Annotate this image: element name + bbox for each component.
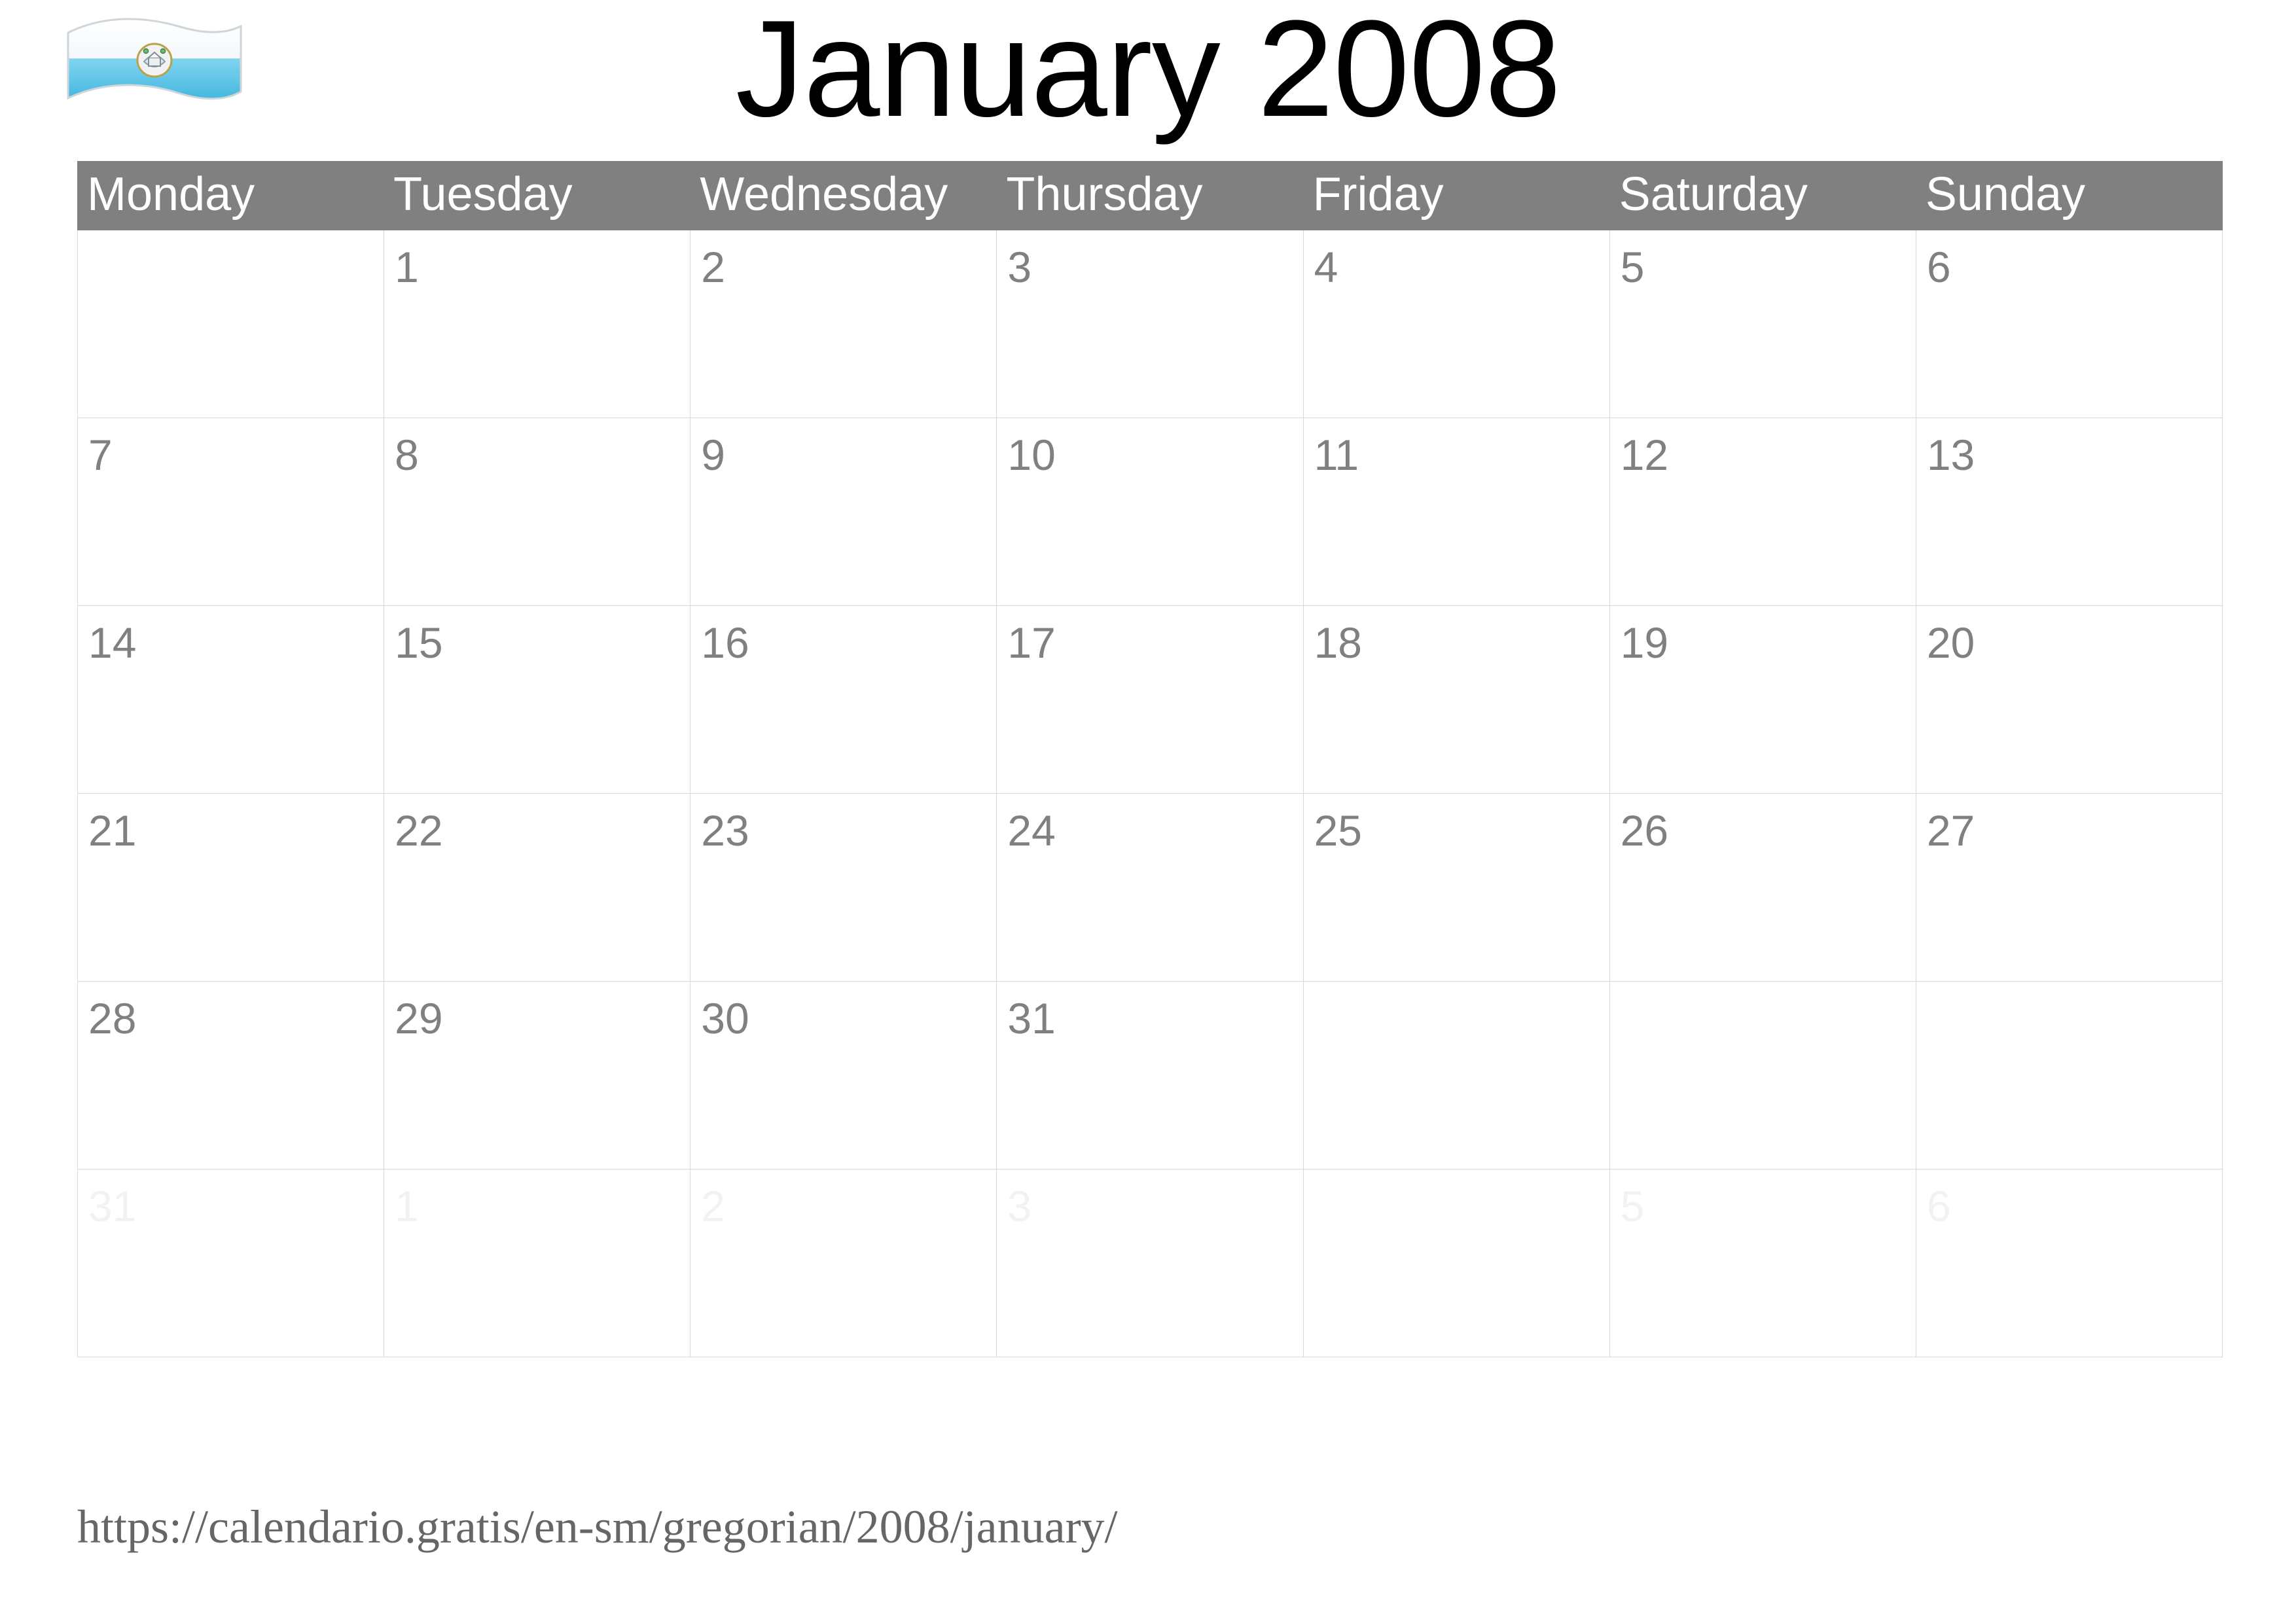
calendar-day-cell[interactable] [1609, 982, 1916, 1169]
calendar-week-row [78, 230, 2223, 418]
source-url[interactable]: https://calendario.gratis/en-sm/gregorian/2008/january/ [77, 1501, 1118, 1553]
calendar-day-cell[interactable] [78, 1169, 384, 1357]
calendar-day-cell[interactable] [691, 1169, 997, 1357]
day-number: 1 [395, 243, 419, 291]
calendar-day-cell[interactable] [691, 230, 997, 418]
day-number: 30 [701, 994, 749, 1043]
weekday-header-monday: Monday [78, 162, 384, 230]
calendar-day-cell[interactable] [1916, 1169, 2222, 1357]
day-number: 19 [1620, 618, 1669, 667]
day-number: 5 [1620, 243, 1645, 291]
calendar-day-cell[interactable] [1916, 418, 2222, 606]
calendar-day-cell[interactable] [1609, 794, 1916, 982]
day-number: 8 [395, 431, 419, 479]
day-number: 31 [88, 1182, 137, 1230]
day-number: 2 [701, 243, 725, 291]
day-number: 24 [1007, 806, 1056, 855]
day-number: 10 [1007, 431, 1056, 479]
day-number: 9 [701, 431, 725, 479]
weekday-header-tuesday: Tuesday [384, 162, 691, 230]
day-number: 23 [701, 806, 749, 855]
calendar-day-cell[interactable] [384, 1169, 691, 1357]
weekday-header-sunday: Sunday [1916, 162, 2222, 230]
calendar-day-cell[interactable] [384, 418, 691, 606]
calendar-day-cell[interactable] [997, 1169, 1303, 1357]
calendar-day-cell[interactable] [997, 418, 1303, 606]
day-number: 6 [1926, 243, 1951, 291]
day-number: 15 [395, 618, 443, 667]
day-number: 5 [1620, 1182, 1645, 1230]
calendar-day-cell[interactable] [384, 794, 691, 982]
weekday-header-friday: Friday [1303, 162, 1609, 230]
calendar-day-cell[interactable] [997, 982, 1303, 1169]
calendar-day-cell[interactable] [997, 794, 1303, 982]
day-number: 20 [1926, 618, 1975, 667]
day-number: 7 [88, 431, 113, 479]
day-number: 1 [395, 1182, 419, 1230]
calendar-week-row-overflow [78, 1169, 2223, 1357]
day-number: 31 [1007, 994, 1056, 1043]
calendar-day-cell[interactable] [384, 982, 691, 1169]
day-number: 18 [1314, 618, 1362, 667]
day-number: 3 [1007, 1182, 1032, 1230]
calendar-week-row [78, 606, 2223, 794]
day-number: 26 [1620, 806, 1669, 855]
calendar-day-cell[interactable] [78, 418, 384, 606]
calendar-day-cell[interactable] [1609, 230, 1916, 418]
calendar-day-cell[interactable] [997, 230, 1303, 418]
day-number: 29 [395, 994, 443, 1043]
weekday-header-thursday: Thursday [997, 162, 1303, 230]
page-title: January 2008 [735, 0, 1561, 145]
weekday-header-row [78, 162, 2223, 230]
calendar-day-cell[interactable] [1916, 606, 2222, 794]
calendar-day-cell[interactable] [1609, 606, 1916, 794]
calendar-day-cell[interactable] [1916, 230, 2222, 418]
calendar-day-cell[interactable] [78, 794, 384, 982]
day-number: 2 [701, 1182, 725, 1230]
weekday-header-wednesday: Wednesday [691, 162, 997, 230]
calendar-day-cell[interactable] [384, 606, 691, 794]
day-number: 28 [88, 994, 137, 1043]
calendar-day-cell[interactable] [1303, 230, 1609, 418]
calendar-day-cell[interactable] [997, 606, 1303, 794]
calendar-day-cell[interactable] [691, 794, 997, 982]
day-number: 14 [88, 618, 137, 667]
day-number: 27 [1926, 806, 1975, 855]
calendar-day-cell[interactable] [1303, 982, 1609, 1169]
calendar-day-cell[interactable] [78, 230, 384, 418]
calendar-day-cell[interactable] [1303, 794, 1609, 982]
calendar-day-cell[interactable] [1609, 418, 1916, 606]
calendar-week-row [78, 418, 2223, 606]
calendar-day-cell[interactable] [1609, 1169, 1916, 1357]
calendar-day-cell[interactable] [78, 982, 384, 1169]
day-number: 22 [395, 806, 443, 855]
day-number: 3 [1007, 243, 1032, 291]
calendar-day-cell[interactable] [1303, 1169, 1609, 1357]
day-number: 4 [1314, 243, 1338, 291]
day-number: 25 [1314, 806, 1362, 855]
calendar-day-cell[interactable] [1303, 606, 1609, 794]
page-header [0, 0, 2296, 151]
day-number: 13 [1926, 431, 1975, 479]
calendar-day-cell[interactable] [691, 606, 997, 794]
day-number: 11 [1314, 431, 1359, 479]
day-number: 6 [1926, 1182, 1951, 1230]
calendar-day-cell[interactable] [1916, 982, 2222, 1169]
calendar-day-cell[interactable] [691, 982, 997, 1169]
day-number: 17 [1007, 618, 1056, 667]
day-number: 16 [701, 618, 749, 667]
calendar-day-cell[interactable] [78, 606, 384, 794]
calendar-week-row [78, 794, 2223, 982]
day-number: 12 [1620, 431, 1669, 479]
day-number: 21 [88, 806, 137, 855]
weekday-header-saturday: Saturday [1609, 162, 1916, 230]
calendar-week-row [78, 982, 2223, 1169]
calendar-day-cell[interactable] [384, 230, 691, 418]
calendar-table [77, 161, 2223, 1357]
calendar-day-cell[interactable] [691, 418, 997, 606]
calendar-day-cell[interactable] [1303, 418, 1609, 606]
calendar-day-cell[interactable] [1916, 794, 2222, 982]
